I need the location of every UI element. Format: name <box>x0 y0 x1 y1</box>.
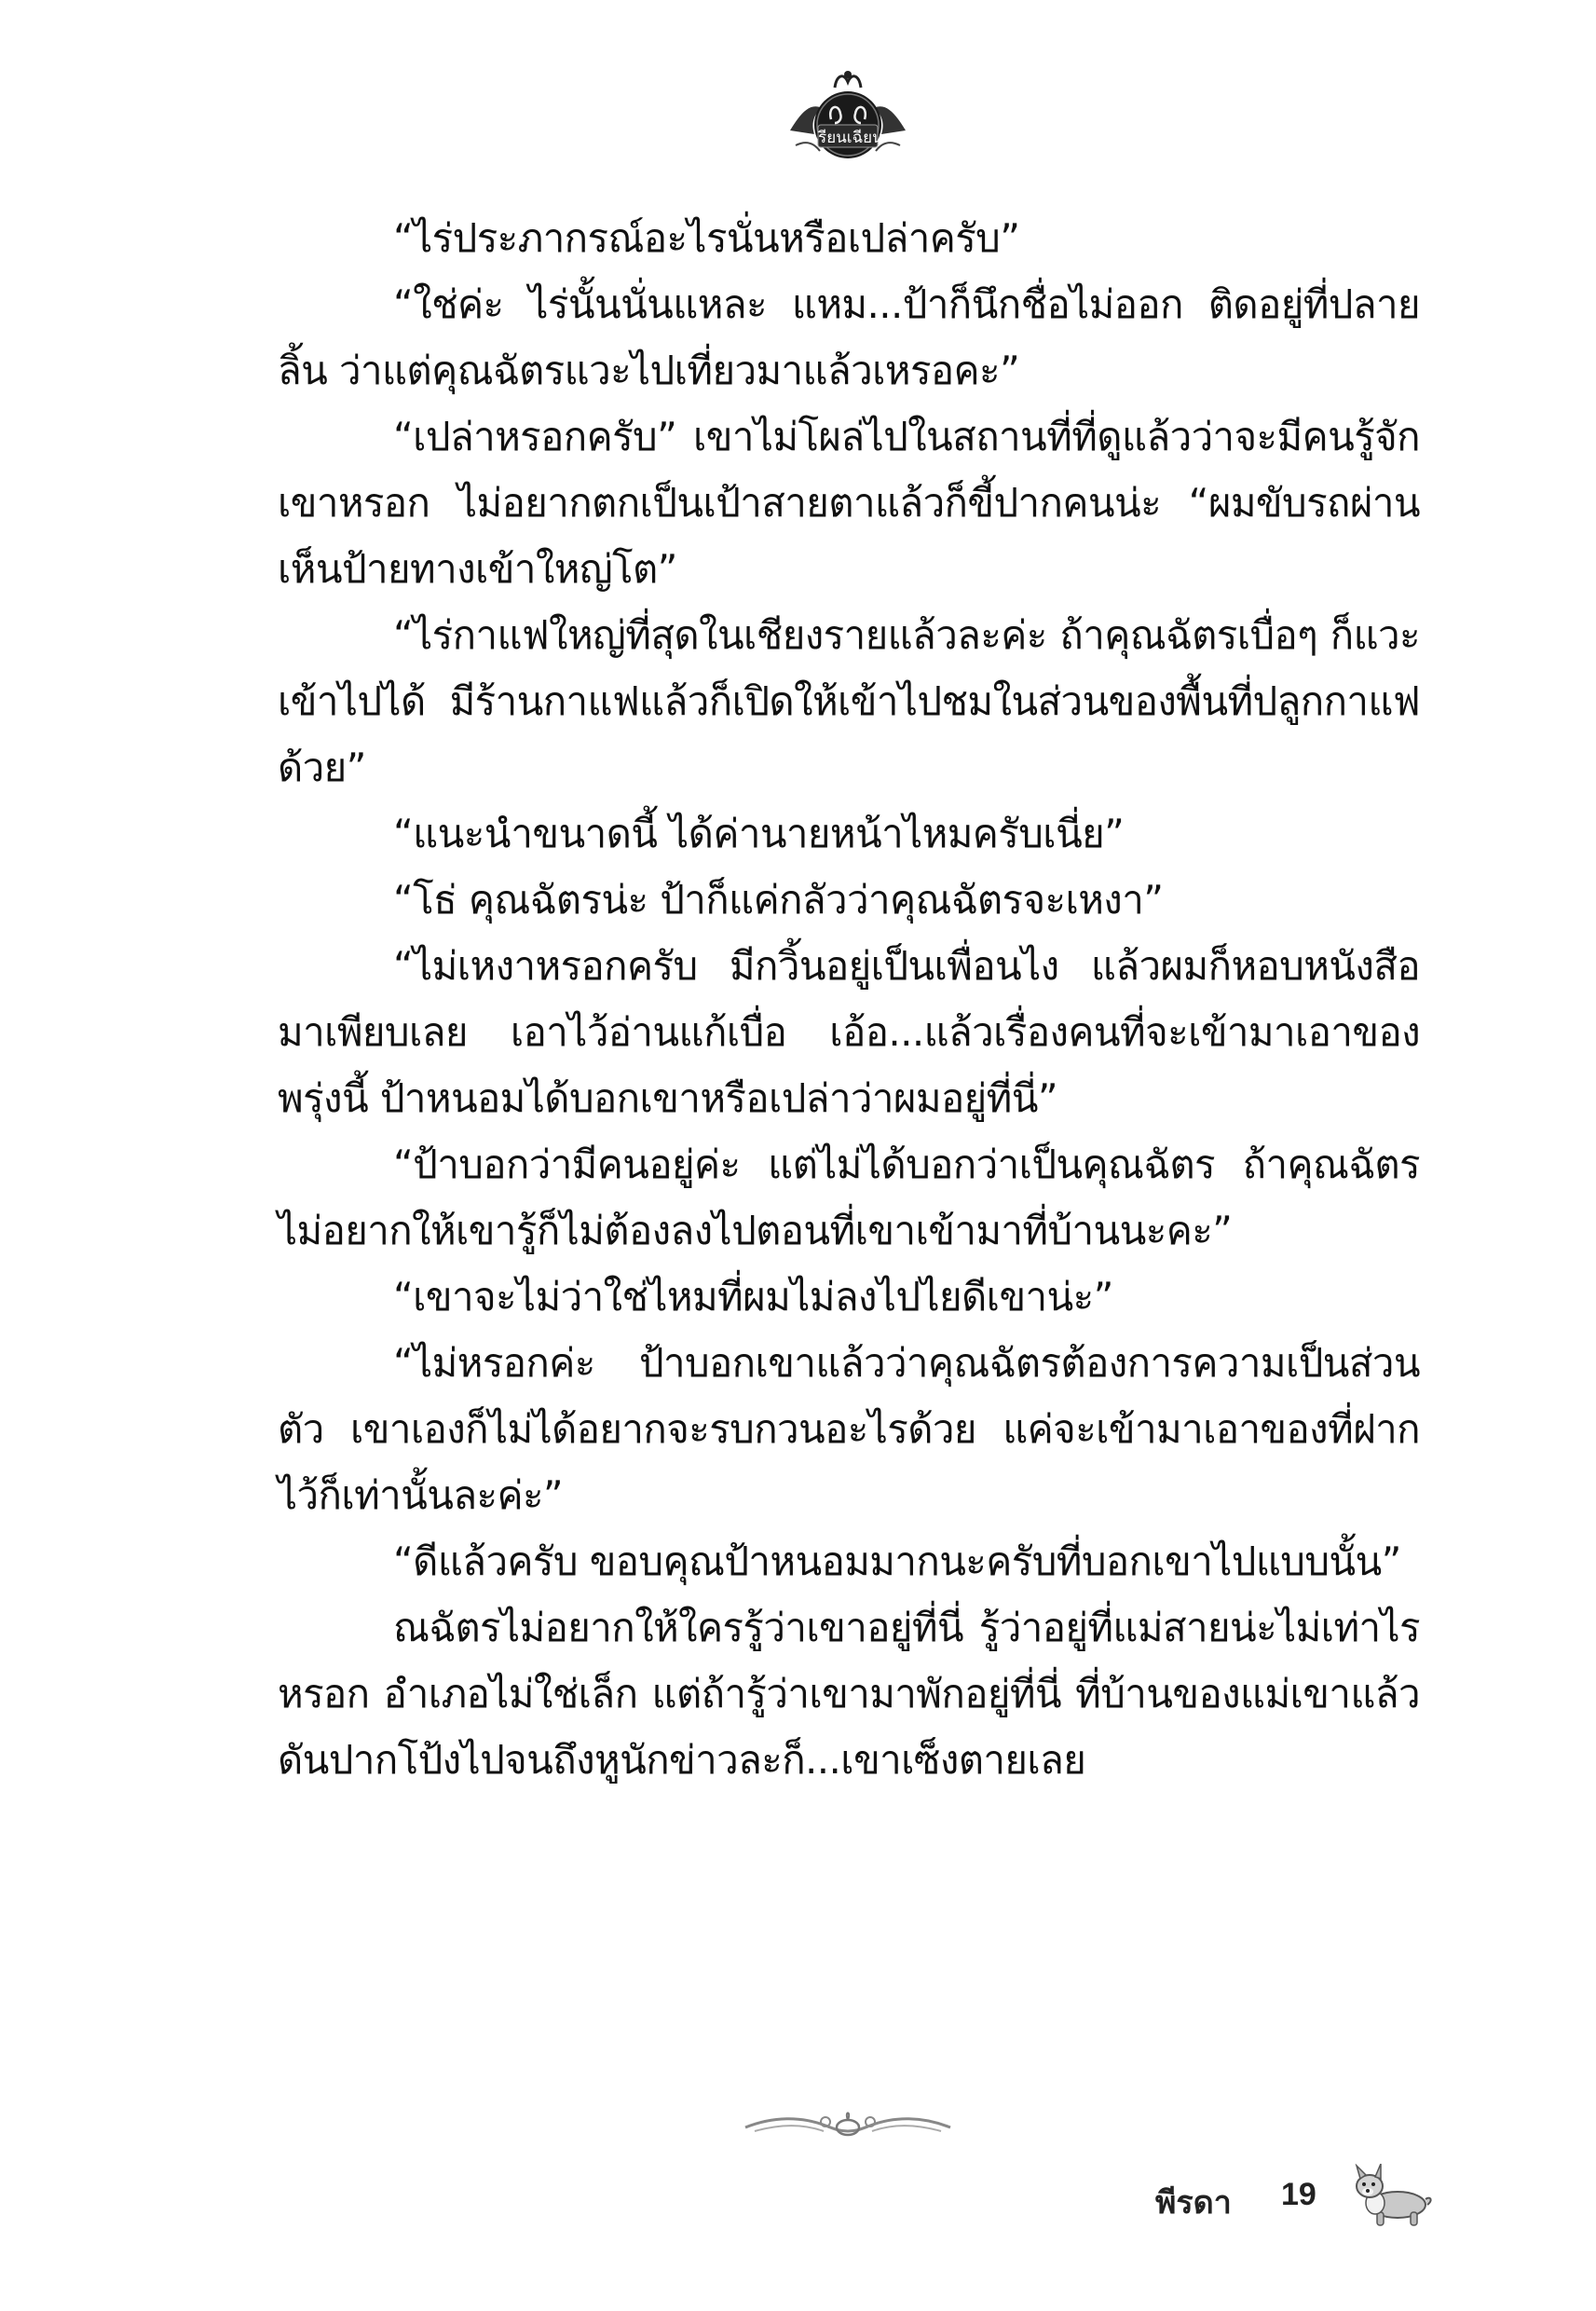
paragraph-10: “ไม่หรอกค่ะ ป้าบอกเขาแล้วว่าคุณฉัตรต้องการความเป็นส่วนตัว เขาเองก็ไม่ได้อยากจะรบกวนอะไรด้วย แค่จะเข้ามาเอาของที่ฝากไว้ก็เท่านั้นละค่ะ” <box>278 1340 1420 1518</box>
flourish-divider-icon <box>736 2099 960 2150</box>
paragraph-1: “ไร่ประภากรณ์อะไรนั่นหรือเปล่าครับ” <box>393 215 1020 261</box>
footer-book-title: พีรดา <box>1155 2184 1232 2222</box>
paragraph-7: “ไม่เหงาหรอกครับ มีกวิ้นอยู่เป็นเพื่อนไง แล้วผมก็หอบหนังสือมาเพียบเลย เอาไว้อ่านแก้เบื่อ เอ้อ...แล้วเรื่องคนที่จะเข้ามาเอาของพรุ่งนี้ ป้าหนอมได้บอกเขาหรือเปล่าว่าผมอยู่ที่นี่” <box>278 943 1420 1121</box>
body-text <box>278 205 1420 1793</box>
paragraph-8: “ป้าบอกว่ามีคนอยู่ค่ะ แต่ไม่ได้บอกว่าเป็นคุณฉัตร ถ้าคุณฉัตรไม่อยากให้เขารู้ก็ไม่ต้องลงไปตอนที่เขาเข้ามาที่บ้านนะคะ” <box>278 1142 1420 1253</box>
paragraph-3: “เปล่าหรอกครับ” เขาไม่โผล่ไปในสถานที่ที่ดูแล้วว่าจะมีคนรู้จักเขาหรอก ไม่อยากตกเป็นเป้าสายตาแล้วก็ขี้ปากคนน่ะ “ผมขับรถผ่าน เห็นป้ายทางเข้าใหญ่โต” <box>278 414 1420 592</box>
paragraph-4: “ไร่กาแฟใหญ่ที่สุดในเชียงรายแล้วละค่ะ ถ้าคุณฉัตรเบื่อๆ ก็แวะเข้าไปได้ มีร้านกาแฟแล้วก็เปิดให้เข้าไปชมในส่วนของพื้นที่ปลูกกาแฟด้วย” <box>278 612 1420 790</box>
corgi-dog-icon <box>1351 2164 1435 2231</box>
page-footer <box>1127 2164 1435 2238</box>
paragraph-11: “ดีแล้วครับ ขอบคุณป้าหนอมมากนะครับที่บอกเขาไปแบบนั้น” <box>393 1538 1401 1584</box>
ornament-divider <box>736 2099 960 2150</box>
paragraph-9: “เขาจะไม่ว่าใช่ไหมที่ผมไม่ลงไปไยดีเขาน่ะ” <box>393 1274 1113 1320</box>
paragraph-6: “โธ่ คุณฉัตรน่ะ ป้าก็แค่กลัวว่าคุณฉัตรจะเหงา” <box>393 877 1164 923</box>
paragraph-5: “แนะนำขนาดนี้ ได้ค่านายหน้าไหมครับเนี่ย” <box>393 811 1125 856</box>
logo-text: เรียนเฉียน <box>812 129 883 147</box>
page-number: 19 <box>1281 2177 1316 2212</box>
header-logo <box>783 65 913 168</box>
paragraph-12: ณฉัตรไม่อยากให้ใครรู้ว่าเขาอยู่ที่นี่ รู้ว่าอยู่ที่แม่สายน่ะไม่เท่าไรหรอก อำเภอไม่ใช่เล็ก แต่ถ้ารู้ว่าเขามาพักอยู่ที่นี่ ที่บ้านของแม่เขาแล้วดันปากโป้งไปจนถึงหูนักข่าวละก็...เขาเซ็งตายเลย <box>278 1605 1420 1783</box>
paragraph-2: “ใช่ค่ะ ไร่นั้นนั่นแหละ แหม...ป้าก็นึกชื่อไม่ออก ติดอยู่ที่ปลายลิ้น ว่าแต่คุณฉัตรแวะไปเที่ยวมาแล้วเหรอคะ” <box>278 281 1420 393</box>
swan-emblem-icon <box>783 65 913 168</box>
